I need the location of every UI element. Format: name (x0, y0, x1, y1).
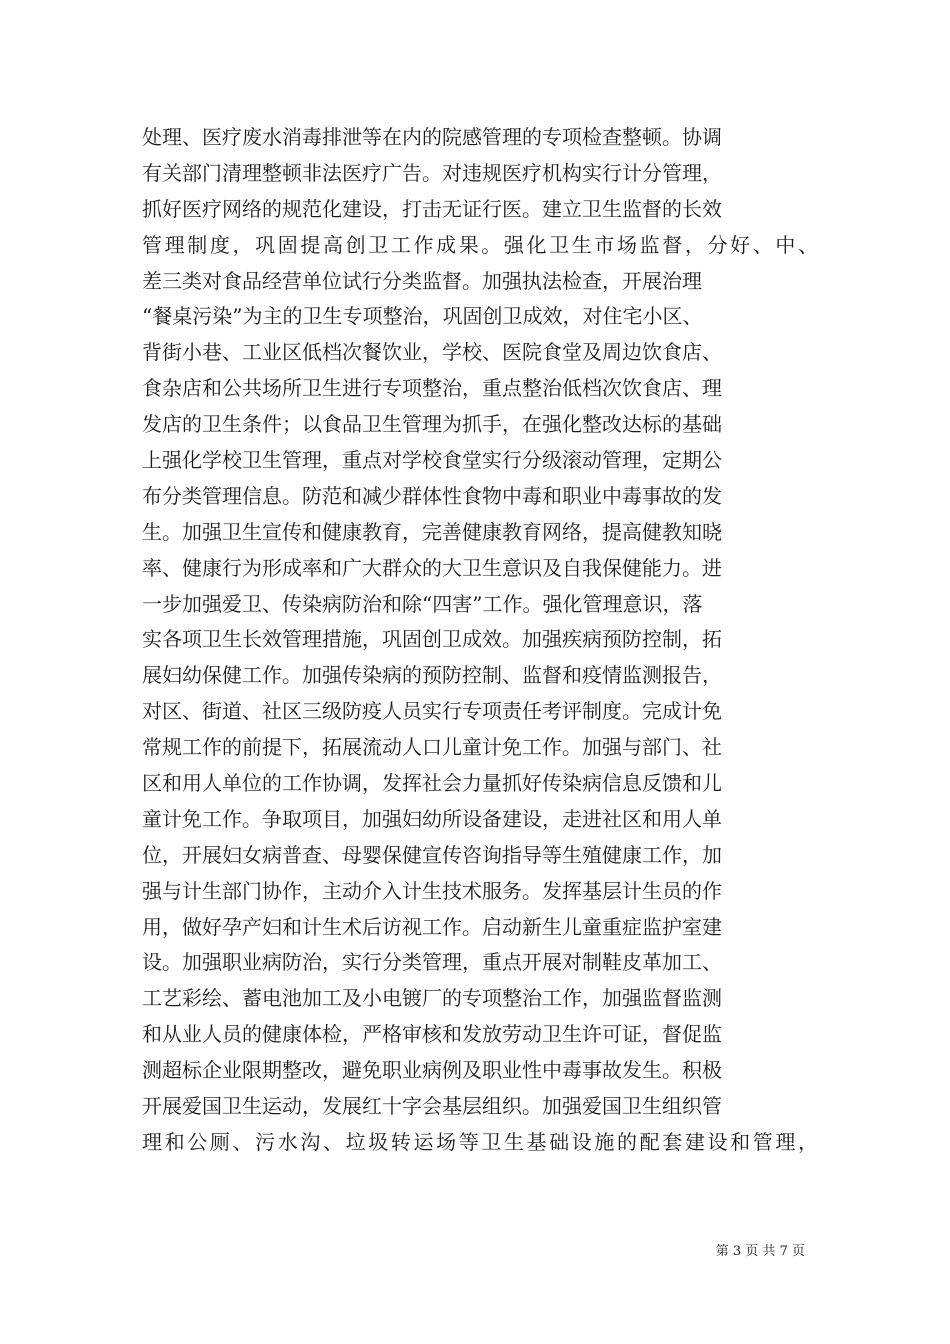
text-line: 童计免工作。争取项目，加强妇幼所设备建设，走进社区和用人单 (142, 806, 722, 831)
text-line: 抓好医疗网络的规范化建设，打击无证行医。建立卫生监督的长效 (142, 196, 722, 221)
text-line: 工艺彩绘、蓄电池加工及小电镀厂的专项整治工作，加强监督监测 (142, 986, 722, 1011)
text-line: 管理制度，巩固提高创卫工作成果。强化卫生市场监督，分好、中、 (142, 232, 821, 257)
page-number-footer: 第 3 页 共 7 页 (715, 1244, 805, 1259)
text-line: 有关部门清理整顿非法医疗广告。对违规医疗机构实行计分管理， (142, 160, 722, 185)
text-line: 发店的卫生条件；以食品卫生管理为抓手，在强化整改达标的基础 (142, 412, 722, 437)
text-line: 常规工作的前提下，拓展流动人口儿童计免工作。加强与部门、社 (142, 735, 722, 760)
text-line: 背街小巷、工业区低档次餐饮业，学校、医院食堂及周边饮食店、 (142, 340, 722, 365)
text-line: 差三类对食品经营单位试行分类监督。加强执法检查，开展治理 (142, 268, 702, 293)
text-line: 理和公厕、污水沟、垃圾转运场等卫生基础设施的配套建设和管理， (142, 1129, 821, 1154)
text-line: 一步加强爱卫、传染病防治和除“四害”工作。强化管理意识，落 (142, 591, 703, 616)
text-line: 位，开展妇女病普查、母婴保健宣传咨询指导等生殖健康工作，加 (142, 842, 722, 867)
text-line: 布分类管理信息。防范和减少群体性食物中毒和职业中毒事故的发 (142, 483, 722, 508)
text-line: 生。加强卫生宣传和健康教育，完善健康教育网络，提高健教知晓 (142, 519, 722, 544)
text-line: 区和用人单位的工作协调，发挥社会力量抓好传染病信息反馈和儿 (142, 771, 722, 796)
text-line: 和从业人员的健康体检，严格审核和发放劳动卫生许可证，督促监 (142, 1022, 722, 1047)
text-line: 设。加强职业病防治，实行分类管理，重点开展对制鞋皮革加工、 (142, 950, 722, 975)
body-paragraph (142, 120, 821, 1161)
text-line: “餐桌污染”为主的卫生专项整治，巩固创卫成效，对住宅小区、 (142, 304, 703, 329)
text-line: 食杂店和公共场所卫生进行专项整治，重点整治低档次饮食店、理 (142, 376, 722, 401)
text-line: 率、健康行为形成率和广大群众的大卫生意识及自我保健能力。进 (142, 555, 722, 580)
text-line: 处理、医疗废水消毒排泄等在内的院感管理的专项检查整顿。协调 (142, 125, 722, 149)
text-line: 测超标企业限期整改，避免职业病例及职业性中毒事故发生。积极 (142, 1058, 722, 1083)
text-line: 开展爱国卫生运动，发展红十字会基层组织。加强爱国卫生组织管 (142, 1094, 722, 1119)
text-line: 上强化学校卫生管理，重点对学校食堂实行分级滚动管理，定期公 (142, 448, 722, 473)
text-line: 用，做好孕产妇和计生术后访视工作。启动新生儿童重症监护室建 (142, 914, 722, 939)
text-line: 强与计生部门协作，主动介入计生技术服务。发挥基层计生员的作 (142, 878, 722, 903)
text-line: 展妇幼保健工作。加强传染病的预防控制、监督和疫情监测报告， (142, 663, 722, 688)
text-line: 实各项卫生长效管理措施，巩固创卫成效。加强疾病预防控制，拓 (142, 627, 722, 652)
text-line: 对区、街道、社区三级防疫人员实行专项责任考评制度。完成计免 (142, 699, 722, 724)
